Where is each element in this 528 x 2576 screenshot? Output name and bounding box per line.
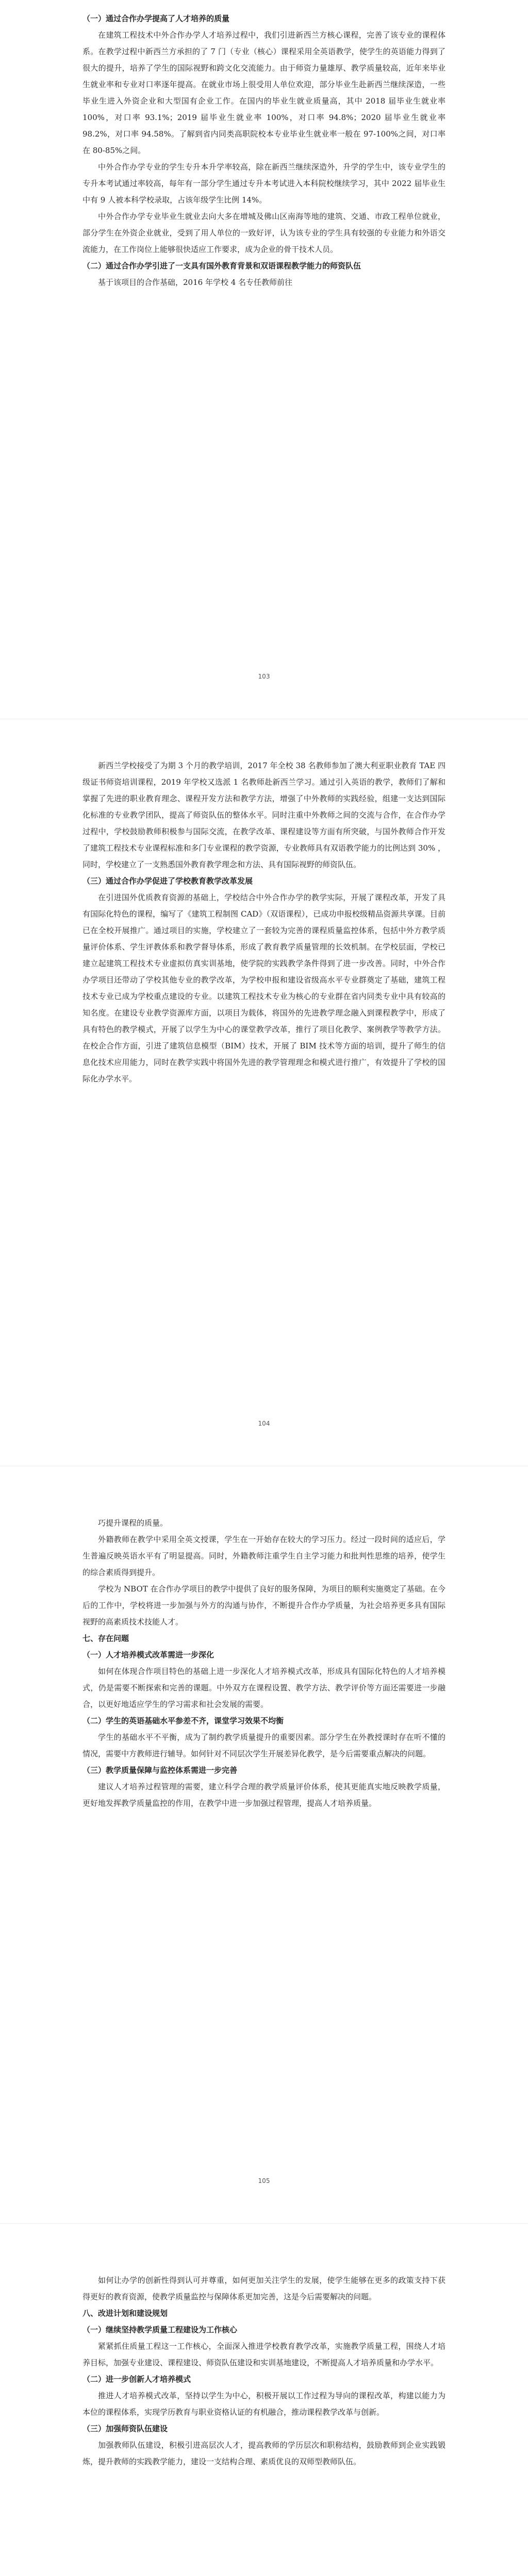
section-heading: 八、改进计划和建设规划 (82, 2309, 168, 2318)
section-heading: （三）加强师资队伍建设 (82, 2424, 168, 2433)
paragraph: 紧紧抓住质量工程这一工作核心，全面深入推进学校教育教学改革，实施教学质量工程，围绕人才培养目标，加强专业建设、课程建设、师资队伍建设和实训基地建设，不断提高人才培养质量和办学水平。 (82, 2342, 446, 2367)
section-heading: 七、存在问题 (82, 1634, 129, 1643)
paragraph: 学校为 NBOT 在合作办学项目的教学中提供了良好的服务保障，为项目的顺利实施奠定了基础。在今后的工作中，学校将进一步加强与外方的沟通与协作，不断提升合作办学质量，为社会培养更多具有国际视野的高素质技术技能人才。 (82, 1584, 446, 1626)
paragraph: 中外合作办学专业毕业生就业去向大多在增城及佛山区南海等地的建筑、交通、市政工程单位就业，部分学生在外资企业就业，受到了用人单位的一致好评，认为该专业的学生具有较强的专业能力和外语交流能力，在工作岗位上能够很快适应工作要求，成为企业的骨干技术人员。 (82, 212, 446, 254)
section-heading: （一）通过合作办学提高了人才培养的质量 (82, 14, 230, 23)
section-heading: （一）人才培养模式改革需进一步深化 (82, 1650, 214, 1659)
document-page (52, 757, 476, 1427)
paragraph: 推进人才培养模式改革，坚持以学生为中心，积极开展以工作过程为导向的课程改革，构建以能力为本位的课程体系，实现学历教育与职业资格认证的有机融合，推动课程教学改革与创新。 (82, 2391, 446, 2417)
paragraph: 基于该项目的合作基础，2016 年学校 4 名专任教师前往 (98, 278, 293, 287)
section-heading: （一）继续坚持教学质量工程建设为工作核心 (82, 2325, 238, 2334)
paragraph: 巧提升课程的质量。 (98, 1518, 168, 1528)
paragraph: 在引进国外优质教育资源的基础上，学校结合中外合作办学的教学实际，开展了课程改革，开发了具有国际化特色的课程，编写了《建筑工程制图 CAD》（双语课程），已成功申报校级精品资源共享课。目前已在全校开展推广。通过项目的实施，学校建立了一套较为完善的课程质量监控体系，包括中外方教学质量评价体系、学生评教体系和教学督导体系，形成了教育教学质量管理的长效机制。在学校层面，学校已建立起建筑工程技术专业虚拟仿真实训基地，使学院的实践教学条件得到了进一步改善。同时，中外合作办学项目还带动了学校其他专业的教学改革，为学校申报和建设省级高水平专业群奠定了基础，建筑工程技术专业已成为学校重点建设的专业。以建筑工程技术专业为核心的专业群在省内同类专业中具有较高的知名度。在建设专业教学资源库方面，以项目为载体，将国外的先进教学理念融入到课程教学中，形成了具有特色的教学模式，开展了以学生为中心的课堂教学改革，推行了项目化教学、案例教学等教学方法。在校企合作方面，引进了建筑信息模型（BIM）技术，开展了 BIM 技术等方面的培训，提升了师生的信息化技术应用能力，同时在教学实践中将国外先进的教学管理理念和模式进行推广，有效提升了学校的国际化办学水平。 (82, 893, 446, 1083)
page-number: 104 (258, 1420, 270, 1427)
page-number: 105 (258, 2177, 270, 2184)
page-content (82, 10, 446, 291)
page-number: 103 (258, 673, 270, 680)
paragraph: 中外合作办学专业的学生专升本升学率较高，除在新西兰继续深造外，升学的学生中，该专业学生的专升本考试通过率较高，每年有一部分学生通过专升本考试进入本科院校继续学习，其中 2022 届毕业生中有 9 人被本科学校录取，占该年级学生比例 14%。 (82, 162, 446, 205)
document-page (52, 2272, 476, 2576)
section-heading: （二）学生的英语基础水平参差不齐，课堂学习效果不均衡 (82, 1716, 284, 1725)
page-content (82, 2272, 446, 2470)
paragraph: 外籍教师在教学中采用全英文授课，学生在一开始存在较大的学习压力。经过一段时间的适应后，学生普遍反映英语水平有了明显提高。同时，外籍教师注重学生自主学习能力和批判性思维的培养，使学生的综合素质得到提升。 (82, 1535, 446, 1577)
document-page (52, 10, 476, 680)
section-heading: （二）进一步创新人才培养模式 (82, 2375, 191, 2384)
paragraph: 如何让办学的创新性得到认可并尊重，如何更加关注学生的发展，使学生能够在更多的政策支持下获得更好的教育资源，使教学质量监控与保障体系更加完善，这是今后需要解决的问题。 (82, 2276, 446, 2301)
paragraph: 学生的基础水平不平衡，成为了制约教学质量提升的重要因素。部分学生在外教授课时存在听不懂的情况，需要中方教师进行辅导。如何针对不同层次学生开展差异化教学，是今后需要重点解决的问题。 (82, 1733, 446, 1758)
section-heading: （三）通过合作办学促进了学校教育教学改革发展 (82, 876, 253, 886)
section-heading: （二）通过合作办学引进了一支具有国外教育背景和双语课程教学能力的师资队伍 (82, 261, 361, 270)
page-separator (0, 2223, 528, 2224)
paragraph: 如何在体现合作项目特色的基础上进一步深化人才培养模式改革，形成具有国际化特色的人才培养模式，仍是需要不断探索和完善的课题。中外双方在课程设置、教学方法、教学评价等方面还需要进一步融合，以更好地适应学生的学习需求和社会发展的需要。 (82, 1667, 446, 1709)
section-heading: （三）教学质量保障与监控体系需进一步完善 (82, 1766, 238, 1775)
document-page (52, 1515, 476, 2184)
page-content (82, 757, 446, 1087)
paragraph: 建议人才培养过程管理的需要，建立科学合理的教学质量评价体系，使其更能真实地反映教学质量，更好地发挥教学质量监控的作用，在教学中进一步加强过程管理，提高人才培养质量。 (82, 1782, 446, 1808)
paragraph: 新西兰学校接受了为期 3 个月的教学培训，2017 年全校 38 名教师参加了澳大利亚职业教育 TAE 四级证书师资培训课程，2019 年学校又选派 1 名教师赴新西兰学习。通过引入英语的教学，教师们了解和掌握了先进的职业教育理念、课程开发方法和教学方法，增强了中外教师的实践经验，组建一支达到国际化标准的专业教学团队，提高了师资队伍的整体水平。同时注重中外教师之间的交流与合作，在合作办学过程中，学校鼓励教师积极参与国际交流，在教学改革、课程建设等方面有所突破，与国外教师合作开发了建筑工程技术专业课程标准和多门专业课程的教学资源，专业教师具有双语教学能力的比例达到 30% ，同时，学校建立了一支熟悉国外教育教学理念和方法、具有国际视野的师资队伍。 (82, 761, 446, 869)
paragraph: 加强教师队伍建设，积极引进高层次人才，提高教师的学历层次和职称结构，鼓励教师到企业实践锻炼，提升教师的实践教学能力，建设一支结构合理、素质优良的双师型教师队伍。 (82, 2441, 446, 2466)
page-content (82, 1515, 446, 1811)
paragraph: 在建筑工程技术中外合作办学人才培养过程中，我们引进新西兰方核心课程，完善了该专业的课程体系。在教学过程中新西兰方承担的了 7 门（专业（核心）课程采用全英语教学，使学生的英语能力得到了很大的提升，培养了学生的国际视野和跨文化交流能力。由于师资力量雄厚、教学质量较高，近年来毕业生就业率和专业对口率逐年提高。在就业市场上很受用人单位欢迎，部分毕业生赴新西兰继续深造，一些毕业生进入外资企业和大型国有企业工作。在国内的毕业生就业质量高，其中 2018 届毕业生就业率 100%，对口率 93.1%；2019 届毕业生就业率 100%，对口率 94.8%；2020 届毕业生就业率 98.2%，对口率 94.58%。了解到省内同类高职院校本专业毕业生就业率一般在 97-100%之间，对口率在 80-85%之间。 (82, 30, 446, 155)
